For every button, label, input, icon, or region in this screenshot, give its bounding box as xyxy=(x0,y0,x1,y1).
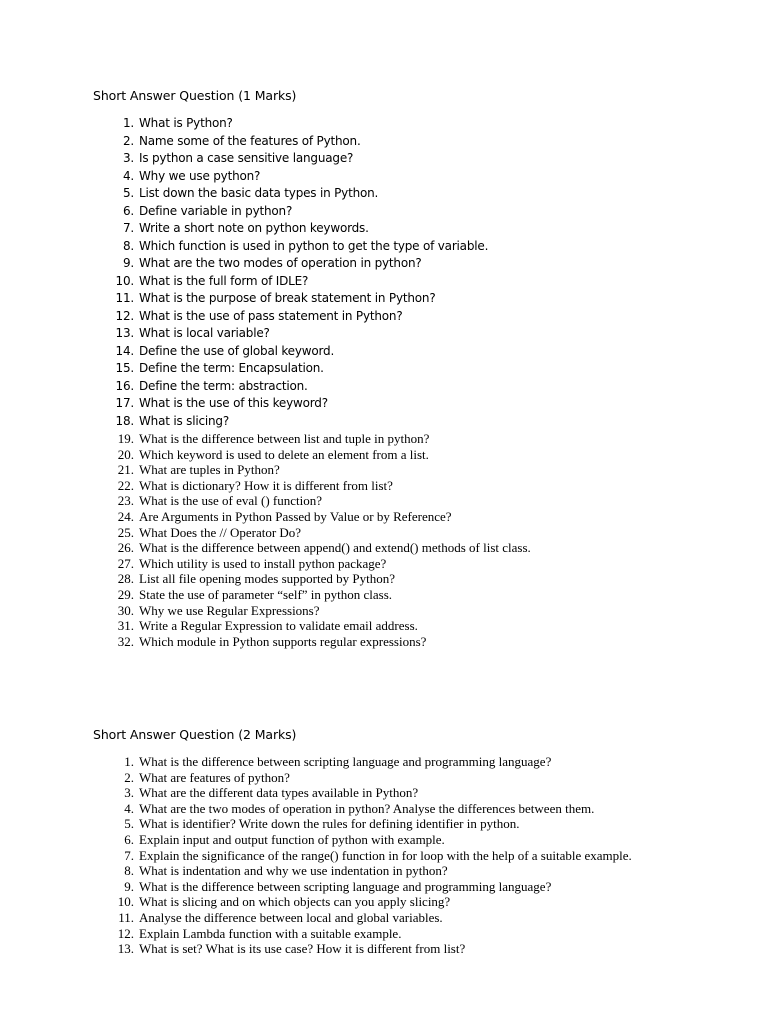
section2-heading: Short Answer Question (2 Marks) xyxy=(93,727,297,742)
section1-heading: Short Answer Question (1 Marks) xyxy=(93,88,297,103)
